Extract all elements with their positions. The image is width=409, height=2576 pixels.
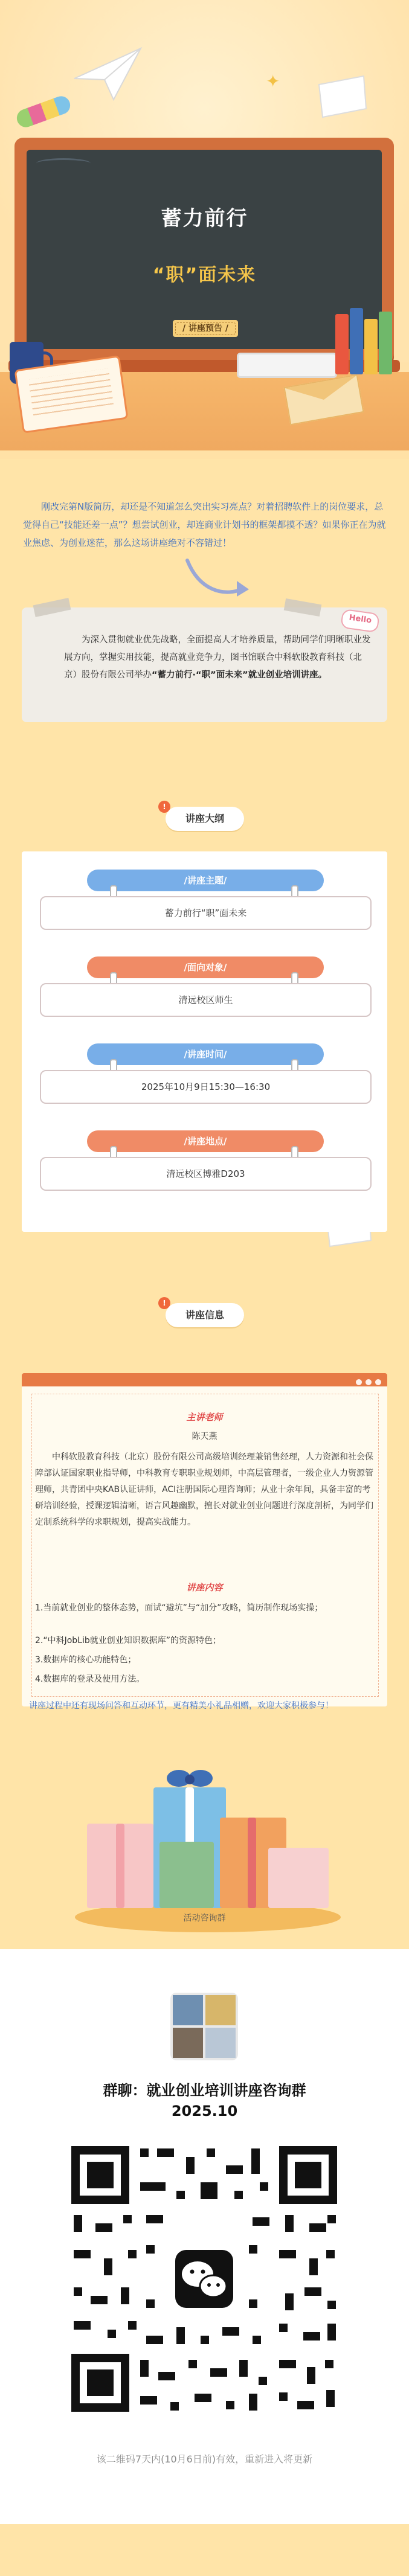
speaker-heading: 主讲老师 (186, 1412, 223, 1423)
hello-sticker: Hello (340, 609, 380, 633)
info-card (22, 1373, 387, 1706)
bow-icon (166, 1763, 214, 1793)
hero-banner (0, 0, 409, 459)
intro-note-text (64, 632, 372, 684)
tape-decoration (33, 598, 71, 617)
outline-label-location: /讲座地点/ (87, 1130, 324, 1152)
blackboard (27, 150, 382, 349)
gift-box-icon (268, 1848, 329, 1908)
content-item-4: 4.数据库的登录及使用方法。 (35, 1674, 145, 1684)
group-date: 2025.10 (171, 2103, 238, 2119)
speaker-bio: 中科软股教育科技（北京）股份有限公司高级培训经理兼销售经理，人力资源和社会保障部认证国家职业指导师，中科教育专职职业规划师，中高层管理者，一级企业人力资源管理师，共青团中央KAB认证讲师，ACI注册国际心理咨询师；从业十余年间，具备丰富的考研培训经验，授课逻辑清晰，语言风趣幽默，擅长对就业创业问题进行深度剖析，为同学们定制系统科学的求职规划，提高实战能力。 (35, 1452, 373, 1527)
hero-title: 蓄力前行 (161, 207, 248, 231)
content-item-1: 1.当前就业创业的整体态势，面试“避坑”与“加分”攻略，简历制作现场实操； (35, 1603, 323, 1613)
speaker-name: 陈天燕 (192, 1432, 217, 1441)
outline-value-topic: 蓄力前行“职”面未来 (40, 896, 372, 930)
window-dots (352, 1376, 381, 1388)
footer-bar (0, 2524, 409, 2576)
content-item-2: 2.“中科JobLib就业创业知识数据库”的资源特色； (35, 1636, 222, 1645)
qr-code[interactable] (68, 2142, 341, 2415)
gift-box-icon (159, 1842, 214, 1908)
tape-decoration (284, 598, 322, 617)
outline-section-title: 讲座大纲 (166, 807, 244, 831)
laptop-icon (237, 353, 337, 378)
outline-value-time: 2025年10月9日15:30—16:30 (40, 1070, 372, 1104)
group-avatar[interactable] (170, 1993, 238, 2060)
board-shine (36, 158, 91, 168)
outline-label-topic: /讲座主题/ (87, 870, 324, 891)
content-item-3: 3.数据库的核心功能特色； (35, 1655, 137, 1665)
qr-validity-note: 该二维码7天内(10月6日前)有效，重新进入将更新 (96, 2453, 313, 2465)
outline-label-time: /讲座时间/ (87, 1043, 324, 1065)
avatar-grid-icon (170, 1993, 238, 2060)
gift-caption: 活动咨询群 (183, 1914, 226, 1923)
hero-subtitle: “职”面未来 (152, 264, 257, 286)
pin-icon: ! (158, 1297, 170, 1309)
group-name: 群聊：就业创业培训讲座咨询群 (103, 2082, 306, 2099)
intro-note-card (22, 607, 387, 722)
content-heading: 讲座内容 (186, 1582, 223, 1593)
gift-boxes-illustration (63, 1751, 347, 1932)
sparkle-icon: ✦ (266, 71, 280, 91)
paper-note-icon (314, 72, 369, 121)
outline-label-audience: /面向对象/ (87, 956, 324, 978)
gift-ribbon (248, 1818, 256, 1908)
gift-ribbon (116, 1824, 124, 1908)
arrow-swoosh-icon (181, 554, 254, 609)
note-text-bold: “蓄力前行·“职”面未来”就业创业培训讲座。 (152, 670, 327, 680)
info-section-title: 讲座信息 (166, 1303, 244, 1327)
outline-value-audience: 清远校区师生 (40, 983, 372, 1017)
pin-icon: ! (158, 801, 170, 813)
book-stack-icon (335, 308, 396, 374)
hero-badge: / 讲座预告 / (173, 320, 238, 337)
paper-plane-icon (71, 42, 144, 103)
outline-card (22, 851, 387, 1232)
note-text-start: 为深入贯彻就业优先战略，全面提高人才培养质量，帮助同学们明晰职业发展方向，掌握实用技能，提高就业竞争力，图书馆联合中科软股教育科技（北京）股份有限公司举办 (64, 635, 371, 680)
outline-value-location: 清远校区博雅D203 (40, 1157, 372, 1191)
outro-paragraph: 讲座过程中还有现场问答和互动环节，更有精美小礼品相赠，欢迎大家积极参与！ (29, 1701, 333, 1711)
intro-paragraph: 刚改完第N版简历，却还是不知道怎么突出实习亮点？对着招聘软件上的岗位要求，总觉得自己“技能还差一点”？想尝试创业，却连商业计划书的框架都摸不透？如果你正在为就业焦虑、为创业迷茫，那么这场讲座绝对不容错过！ (23, 501, 386, 548)
